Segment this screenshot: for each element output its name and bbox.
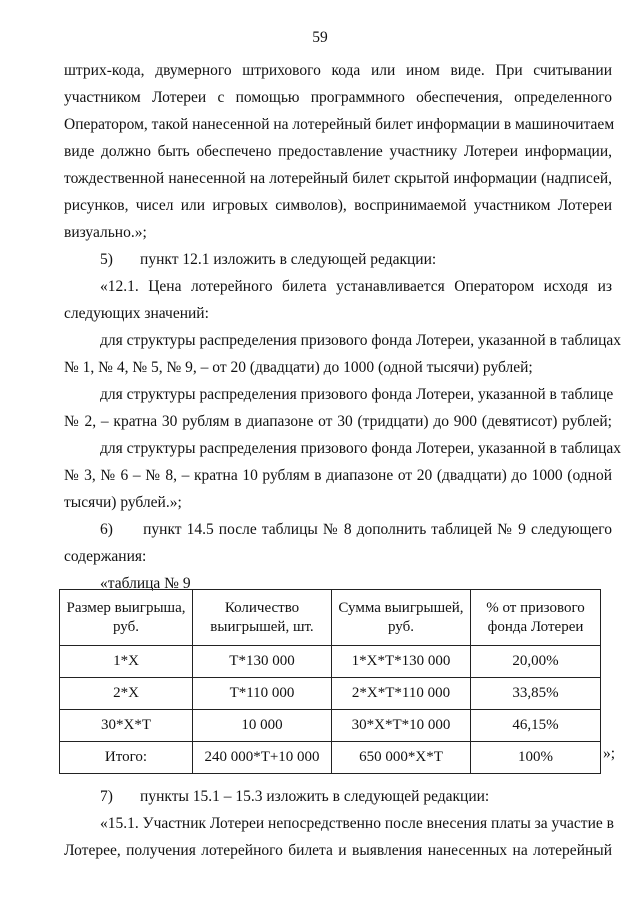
table-cell: 30*Х*Т — [60, 710, 193, 742]
table-header-row — [60, 590, 601, 646]
table-cell: Т*110 000 — [193, 678, 332, 710]
table-closing-quote: »; — [603, 745, 616, 762]
text-line: «12.1. Цена лотерейного билета устанавливается Оператором исходя из — [100, 278, 612, 295]
list-item-6: 6) пункт 14.5 после таблицы № 8 дополнить таблицей № 9 следующего — [100, 521, 612, 538]
table-cell: 1*Х*Т*130 000 — [332, 646, 471, 678]
text-line: визуально.»; — [64, 224, 147, 241]
text-line: № 2, – кратна 30 рублям в диапазоне от 30 (тридцати) до 900 (девятисот) рублей; — [64, 413, 612, 430]
list-item-7: 7) пункты 15.1 – 15.3 изложить в следующей редакции: — [100, 788, 490, 805]
table-header-cell: Размер выигрыша, руб. — [60, 590, 193, 646]
table-cell: 46,15% — [471, 710, 601, 742]
table-header-cell: % от призового фонда Лотереи — [471, 590, 601, 646]
table-cell: 650 000*Х*Т — [332, 742, 471, 774]
text-line: № 1, № 4, № 5, № 9, – от 20 (двадцати) до 1000 (одной тысячи) рублей; — [64, 359, 533, 376]
text-line: содержания: — [64, 548, 147, 565]
table-9 — [59, 589, 601, 774]
table-cell: Итого: — [60, 742, 193, 774]
text-line: для структуры распределения призового фонда Лотереи, указанной в таблице — [100, 386, 614, 403]
table-cell: Т*130 000 — [193, 646, 332, 678]
table-total-row — [60, 742, 601, 774]
text-line: виде должно быть обеспечено предоставление участнику Лотереи информации, — [64, 143, 612, 160]
text-line: «15.1. Участник Лотереи непосредственно после внесения платы за участие в — [100, 815, 614, 832]
table-caption: «таблица № 9 — [100, 575, 191, 592]
text-line: № 3, № 6 – № 8, – кратна 10 рублям в диапазоне от 20 (двадцати) до 1000 (одной — [64, 467, 612, 484]
table-cell: 2*Х — [60, 678, 193, 710]
text-line: для структуры распределения призового фонда Лотереи, указанной в таблицах — [100, 440, 621, 457]
table-header-cell: Количество выигрышей, шт. — [193, 590, 332, 646]
text-line: Оператором, такой нанесенной на лотерейный билет информации в машиночитаем — [64, 116, 615, 133]
table-cell: 100% — [471, 742, 601, 774]
table-cell: 20,00% — [471, 646, 601, 678]
text-line: рисунков, чисел или игровых символов), воспринимаемой участником Лотереи — [64, 197, 612, 214]
text-line: тождественной нанесенной на лотерейный билет скрытой информации (надписей, — [64, 170, 612, 187]
table-row — [60, 646, 601, 678]
text-line: участником Лотереи с помощью программного обеспечения, определенного — [64, 89, 612, 106]
table-cell: 33,85% — [471, 678, 601, 710]
text-line: штрих-кода, двумерного штрихового кода или ином виде. При считывании — [64, 62, 612, 79]
table-header-cell: Сумма выигрышей, руб. — [332, 590, 471, 646]
text-line: Лотерее, получения лотерейного билета и выявления нанесенных на лотерейный — [64, 842, 612, 859]
table-row — [60, 710, 601, 742]
table-cell: 240 000*Т+10 000 — [193, 742, 332, 774]
page-number: 59 — [312, 29, 328, 46]
table-row — [60, 678, 601, 710]
table-cell: 2*Х*Т*110 000 — [332, 678, 471, 710]
table-cell: 30*Х*Т*10 000 — [332, 710, 471, 742]
text-line: для структуры распределения призового фонда Лотереи, указанной в таблицах — [100, 332, 621, 349]
text-line: следующих значений: — [64, 305, 209, 322]
list-item-5: 5) пункт 12.1 изложить в следующей редакции: — [100, 251, 437, 268]
text-line: тысячи) рублей.»; — [64, 494, 182, 511]
table-cell: 1*Х — [60, 646, 193, 678]
table-cell: 10 000 — [193, 710, 332, 742]
